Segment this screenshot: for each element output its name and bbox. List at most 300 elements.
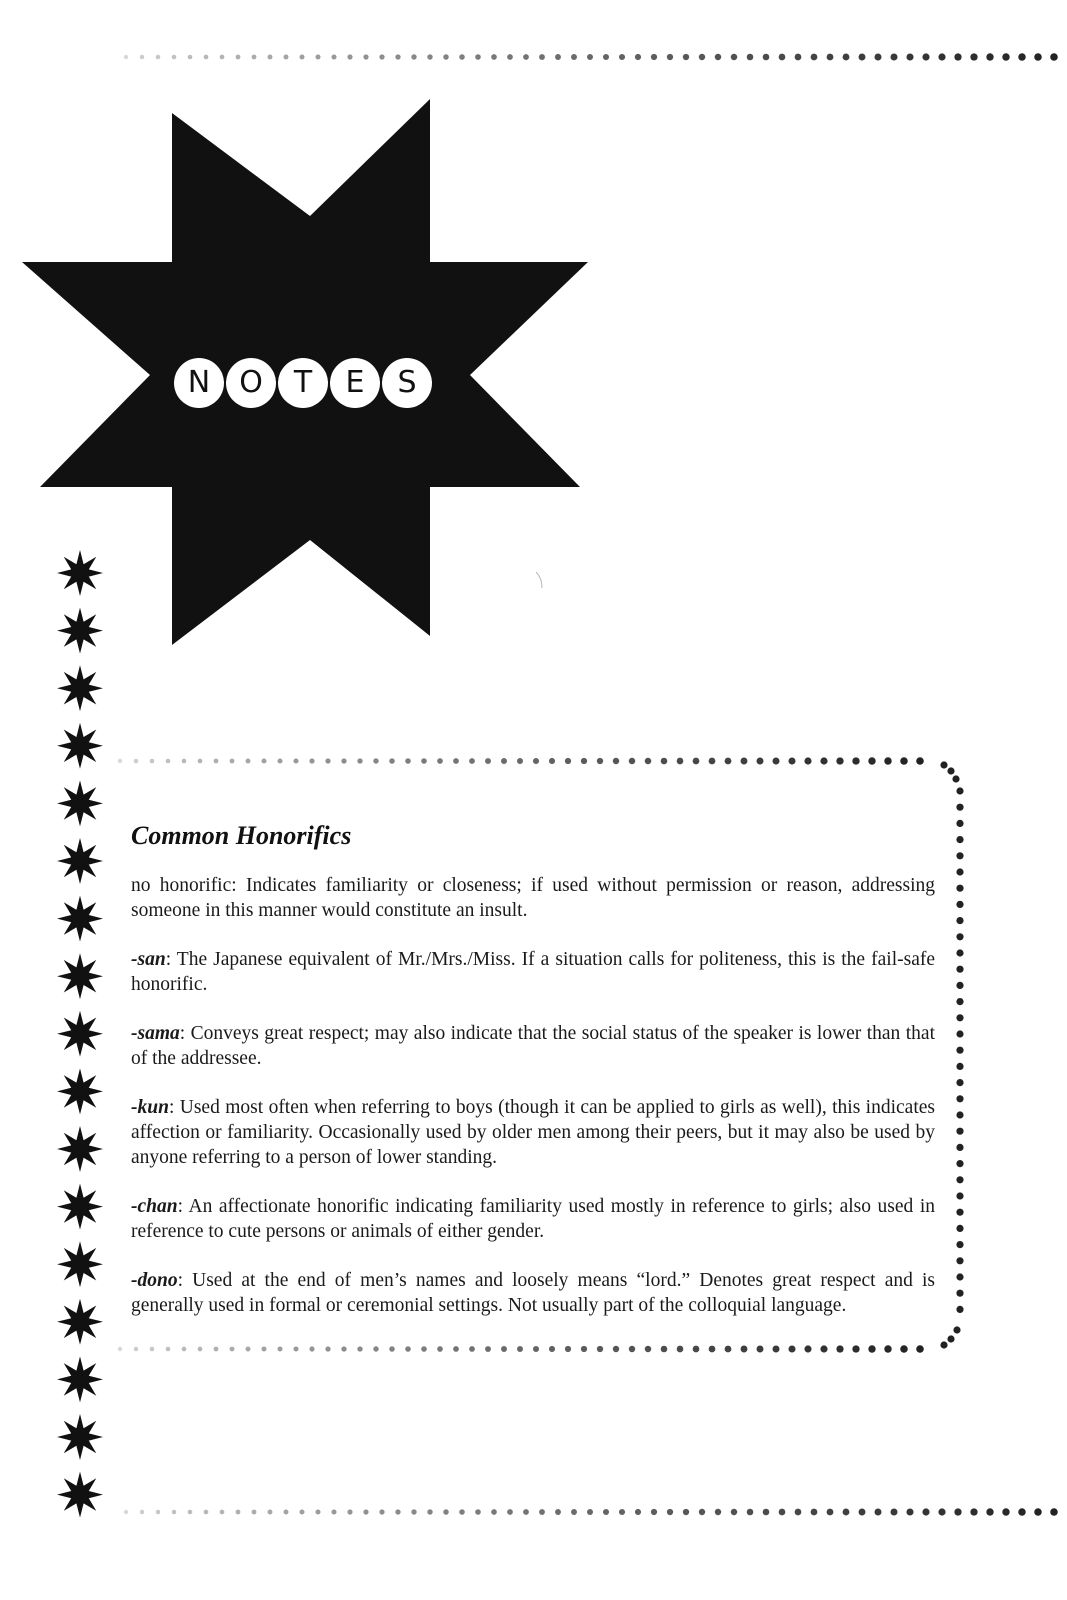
dot bbox=[956, 1241, 963, 1248]
dot bbox=[1018, 53, 1025, 60]
dot bbox=[804, 757, 811, 764]
dot bbox=[252, 55, 257, 60]
notes-letter-s: S bbox=[382, 358, 432, 408]
dot bbox=[859, 1509, 866, 1516]
dot bbox=[459, 1509, 465, 1515]
honorific-term: -sama bbox=[131, 1023, 180, 1044]
dot bbox=[956, 787, 963, 794]
dot bbox=[549, 758, 555, 764]
dot bbox=[246, 1347, 251, 1352]
dot bbox=[246, 759, 251, 764]
dot bbox=[347, 1509, 352, 1514]
dot bbox=[379, 1509, 384, 1514]
dot bbox=[411, 1509, 416, 1514]
dot bbox=[262, 759, 267, 764]
dot bbox=[277, 758, 282, 763]
dot bbox=[779, 54, 786, 61]
dot bbox=[906, 1508, 913, 1515]
dot bbox=[795, 1509, 802, 1516]
dot bbox=[956, 1047, 963, 1054]
dot bbox=[427, 54, 432, 59]
dot bbox=[875, 54, 882, 61]
dot bbox=[341, 1346, 346, 1351]
dot bbox=[507, 54, 513, 60]
dot bbox=[501, 1346, 507, 1352]
honorific-description: no honorific: Indicates familiarity or closeness; if used without permission or reason, addressing someone in this manner would constitute an insult. bbox=[131, 875, 935, 921]
dot bbox=[811, 1509, 818, 1516]
dot bbox=[956, 804, 963, 811]
dot bbox=[230, 759, 235, 764]
dot bbox=[677, 1346, 684, 1353]
dot bbox=[453, 1346, 459, 1352]
dot bbox=[443, 1509, 449, 1515]
section-heading: Common Honorifics bbox=[131, 821, 352, 850]
dot bbox=[389, 758, 394, 763]
dot bbox=[986, 1508, 993, 1515]
dot bbox=[491, 1509, 497, 1515]
small-star-icon bbox=[57, 1126, 103, 1172]
dot bbox=[1050, 1508, 1058, 1516]
dot bbox=[315, 1509, 320, 1514]
honorific-entry-dono bbox=[131, 1268, 935, 1318]
paper-speck-icon bbox=[536, 572, 542, 588]
dot bbox=[956, 885, 963, 892]
dot bbox=[411, 54, 416, 59]
dot bbox=[875, 1509, 882, 1516]
honorific-description: : Conveys great respect; may also indicate that the social status of the speaker is lower than that of the addressee. bbox=[131, 1023, 935, 1069]
dot bbox=[890, 53, 897, 60]
dot bbox=[603, 1509, 609, 1515]
dot bbox=[198, 759, 203, 764]
dot bbox=[852, 1345, 859, 1352]
dot bbox=[970, 1508, 977, 1515]
dot bbox=[836, 1345, 843, 1352]
dot bbox=[635, 1509, 641, 1515]
top-dotted-rule bbox=[124, 53, 1058, 61]
dot bbox=[900, 1345, 908, 1353]
dot bbox=[533, 758, 539, 764]
honorific-description: : The Japanese equivalent of Mr./Mrs./Miss. If a situation calls for politeness, this is the fail-safe honorific. bbox=[131, 949, 935, 995]
dot bbox=[725, 758, 732, 765]
dot bbox=[763, 54, 770, 61]
small-star-icon bbox=[57, 723, 103, 769]
dot bbox=[166, 1347, 171, 1352]
dot bbox=[741, 1346, 748, 1353]
dot bbox=[956, 1030, 963, 1037]
dot bbox=[651, 1509, 657, 1515]
dot bbox=[469, 758, 475, 764]
dot bbox=[956, 820, 963, 827]
dot bbox=[501, 758, 507, 764]
dot bbox=[517, 758, 523, 764]
dot bbox=[555, 54, 561, 60]
dot bbox=[651, 54, 657, 60]
dot bbox=[645, 1346, 652, 1353]
dot bbox=[363, 1509, 368, 1514]
dot bbox=[788, 757, 795, 764]
dot bbox=[947, 767, 954, 774]
dot bbox=[204, 55, 209, 60]
dot bbox=[581, 758, 587, 764]
dot bbox=[953, 1326, 960, 1333]
dot bbox=[485, 1346, 491, 1352]
honorific-entry-chan bbox=[131, 1194, 935, 1244]
dot bbox=[772, 1345, 779, 1352]
dot bbox=[820, 757, 827, 764]
dot bbox=[868, 757, 875, 764]
dot bbox=[940, 761, 947, 768]
small-star-icon bbox=[57, 1356, 103, 1402]
dot bbox=[268, 1510, 273, 1515]
dot bbox=[843, 1509, 850, 1516]
dot bbox=[309, 758, 314, 763]
dot bbox=[156, 55, 161, 60]
dot bbox=[956, 1160, 963, 1167]
small-star-icon bbox=[57, 838, 103, 884]
dot bbox=[475, 54, 481, 60]
dot bbox=[587, 54, 593, 60]
honorifics-section bbox=[131, 819, 935, 1342]
dot bbox=[437, 758, 443, 764]
dot bbox=[188, 1510, 193, 1515]
dot bbox=[379, 54, 384, 59]
dot bbox=[118, 1347, 122, 1351]
dot bbox=[779, 1509, 786, 1516]
dot bbox=[715, 54, 721, 60]
small-star-icon bbox=[57, 780, 103, 826]
dot bbox=[906, 53, 913, 60]
dot bbox=[565, 1346, 571, 1352]
honorific-term: -kun bbox=[131, 1097, 169, 1118]
dot bbox=[188, 55, 193, 60]
dot bbox=[140, 1510, 144, 1514]
dot bbox=[230, 1347, 235, 1352]
dot bbox=[150, 1347, 155, 1352]
dot bbox=[956, 982, 963, 989]
dot bbox=[938, 53, 945, 60]
dot bbox=[198, 1347, 203, 1352]
dot bbox=[1034, 53, 1042, 61]
dot bbox=[956, 1225, 963, 1232]
dot bbox=[331, 1509, 336, 1514]
dot bbox=[134, 1347, 138, 1351]
honorific-entry-none bbox=[131, 873, 935, 923]
dot bbox=[757, 758, 764, 765]
dot bbox=[645, 758, 652, 765]
small-star-icon bbox=[57, 953, 103, 999]
dot bbox=[331, 54, 336, 59]
dot bbox=[820, 1345, 827, 1352]
dot bbox=[395, 1509, 400, 1514]
dot bbox=[763, 1509, 770, 1516]
dot bbox=[571, 54, 577, 60]
dot bbox=[214, 759, 219, 764]
dot bbox=[565, 758, 571, 764]
dot bbox=[555, 1509, 561, 1515]
notes-letter-o: O bbox=[226, 358, 276, 408]
dot bbox=[421, 1346, 427, 1352]
dot bbox=[725, 1346, 732, 1353]
dot bbox=[597, 1346, 603, 1352]
dot bbox=[293, 758, 298, 763]
dot bbox=[956, 966, 963, 973]
dot bbox=[459, 54, 465, 60]
small-star-icon bbox=[57, 665, 103, 711]
honorific-term: -chan bbox=[131, 1196, 178, 1217]
dot bbox=[954, 53, 961, 60]
dot bbox=[677, 758, 684, 765]
dot bbox=[124, 55, 128, 59]
dot bbox=[890, 1508, 897, 1515]
dot bbox=[523, 54, 529, 60]
dot bbox=[182, 1347, 187, 1352]
dot bbox=[1002, 53, 1009, 60]
dot bbox=[357, 1346, 362, 1351]
small-star-icon bbox=[57, 1011, 103, 1057]
dot bbox=[507, 1509, 513, 1515]
honorific-description: : An affectionate honorific indicating familiarity used mostly in reference to girls; also used in reference to cute persons or animals of either gender. bbox=[131, 1196, 935, 1242]
dot bbox=[788, 1345, 795, 1352]
small-star-icon bbox=[57, 1241, 103, 1287]
dot bbox=[517, 1346, 523, 1352]
honorific-entry-san bbox=[131, 947, 935, 997]
dot bbox=[421, 758, 427, 764]
dot bbox=[731, 54, 737, 60]
dot bbox=[956, 1306, 963, 1313]
dot bbox=[315, 54, 320, 59]
small-star-icon bbox=[57, 608, 103, 654]
dot bbox=[277, 1346, 282, 1351]
dot bbox=[533, 1346, 539, 1352]
notes-title bbox=[174, 358, 432, 408]
dot bbox=[956, 1257, 963, 1264]
dot bbox=[373, 758, 378, 763]
dot bbox=[956, 836, 963, 843]
dot bbox=[619, 1509, 625, 1515]
dot bbox=[118, 759, 122, 763]
notes-letter-t: T bbox=[278, 358, 328, 408]
dot bbox=[485, 758, 491, 764]
dot bbox=[947, 1335, 954, 1342]
dot bbox=[357, 758, 362, 763]
dot bbox=[539, 54, 545, 60]
dot bbox=[469, 1346, 475, 1352]
dot bbox=[922, 1508, 929, 1515]
dot bbox=[661, 1346, 668, 1353]
small-star-icon bbox=[57, 1184, 103, 1230]
dot bbox=[236, 1510, 241, 1515]
dot bbox=[683, 1509, 689, 1515]
dot bbox=[667, 54, 673, 60]
dot bbox=[236, 55, 241, 60]
dot bbox=[956, 1192, 963, 1199]
dot bbox=[709, 758, 716, 765]
dot bbox=[827, 1509, 834, 1516]
dot bbox=[868, 1345, 875, 1352]
dot bbox=[693, 1346, 700, 1353]
dot bbox=[427, 1509, 432, 1514]
dot bbox=[804, 1345, 811, 1352]
dot bbox=[389, 1346, 394, 1351]
dot bbox=[1050, 53, 1058, 61]
dot bbox=[363, 54, 368, 59]
small-star-icon bbox=[57, 1299, 103, 1345]
dot bbox=[956, 1290, 963, 1297]
dot bbox=[757, 1346, 764, 1353]
dot bbox=[859, 54, 866, 61]
dot bbox=[836, 757, 843, 764]
dot bbox=[124, 1510, 128, 1514]
dot bbox=[220, 1510, 225, 1515]
dot bbox=[613, 758, 619, 764]
dot bbox=[715, 1509, 721, 1515]
dot bbox=[795, 54, 802, 61]
dot bbox=[475, 1509, 481, 1515]
side-star-column bbox=[57, 550, 103, 1518]
dot bbox=[299, 54, 304, 59]
dot bbox=[952, 775, 959, 782]
honorific-description: : Used most often when referring to boys (though it can be applied to girls as well), this indicates affection or familiarity. Occasionally used by older men among their peers, but it may also be used by anyone referring to a person of lower standing. bbox=[131, 1097, 935, 1168]
dot bbox=[325, 758, 330, 763]
dot bbox=[747, 54, 754, 61]
dot bbox=[395, 54, 400, 59]
dot bbox=[405, 1346, 411, 1352]
dot bbox=[956, 1144, 963, 1151]
bottom-dotted-rule bbox=[124, 1508, 1058, 1516]
dot bbox=[284, 1510, 289, 1515]
dot bbox=[956, 868, 963, 875]
dot bbox=[667, 1509, 673, 1515]
dot bbox=[956, 901, 963, 908]
dot bbox=[150, 759, 155, 764]
dot bbox=[523, 1509, 529, 1515]
small-star-icon bbox=[57, 896, 103, 942]
dot bbox=[884, 1345, 891, 1352]
dot bbox=[134, 759, 138, 763]
dot bbox=[956, 1128, 963, 1135]
dot bbox=[811, 54, 818, 61]
dot bbox=[956, 852, 963, 859]
dot bbox=[629, 1346, 635, 1352]
dot bbox=[619, 54, 625, 60]
dot bbox=[699, 54, 705, 60]
dot bbox=[1002, 1508, 1009, 1515]
dot bbox=[956, 1111, 963, 1118]
dot bbox=[437, 1346, 443, 1352]
dot bbox=[491, 54, 497, 60]
dot bbox=[1034, 1508, 1042, 1516]
dot bbox=[852, 757, 859, 764]
honorific-description: : Used at the end of men’s names and loosely means “lord.” Denotes great respect and is generally used in formal or ceremonial settings. Not usually part of the colloquial language. bbox=[131, 1270, 935, 1316]
dot bbox=[293, 1346, 298, 1351]
dot bbox=[683, 54, 689, 60]
dot bbox=[884, 757, 891, 764]
honorific-term: -dono bbox=[131, 1270, 178, 1291]
dot bbox=[603, 54, 609, 60]
dot bbox=[956, 1176, 963, 1183]
small-star-icon bbox=[57, 1068, 103, 1114]
dot bbox=[956, 949, 963, 956]
dot bbox=[956, 1014, 963, 1021]
dot bbox=[140, 55, 144, 59]
dot bbox=[635, 54, 641, 60]
dot bbox=[539, 1509, 545, 1515]
dot bbox=[747, 1509, 754, 1516]
honorific-term: -san bbox=[131, 949, 166, 970]
dot bbox=[1018, 1508, 1025, 1515]
dot bbox=[900, 757, 908, 765]
honorific-entry-kun bbox=[131, 1095, 935, 1170]
dot bbox=[940, 1341, 947, 1348]
dot bbox=[182, 759, 187, 764]
dot bbox=[938, 1508, 945, 1515]
dot bbox=[731, 1509, 737, 1515]
dot bbox=[373, 1346, 378, 1351]
dot bbox=[166, 759, 171, 764]
dot bbox=[571, 1509, 577, 1515]
dot bbox=[956, 998, 963, 1005]
small-star-icon bbox=[57, 1414, 103, 1460]
dot bbox=[156, 1510, 161, 1515]
dot bbox=[172, 55, 177, 60]
dot bbox=[581, 1346, 587, 1352]
dot bbox=[613, 1346, 619, 1352]
dot bbox=[693, 758, 700, 765]
small-star-icon bbox=[57, 550, 103, 596]
dot bbox=[772, 757, 779, 764]
dot bbox=[204, 1510, 209, 1515]
dot bbox=[956, 933, 963, 940]
dot bbox=[453, 758, 459, 764]
notes-letter-e: E bbox=[330, 358, 380, 408]
dot bbox=[916, 757, 924, 765]
dot bbox=[956, 1063, 963, 1070]
dot bbox=[597, 758, 603, 764]
dot bbox=[661, 758, 668, 765]
dot bbox=[347, 54, 352, 59]
dot bbox=[341, 758, 346, 763]
dot bbox=[172, 1510, 177, 1515]
dot bbox=[970, 53, 977, 60]
dot bbox=[299, 1509, 304, 1514]
dot bbox=[843, 54, 850, 61]
honorific-entry-sama bbox=[131, 1021, 935, 1071]
dot bbox=[954, 1508, 961, 1515]
dot bbox=[587, 1509, 593, 1515]
dot bbox=[629, 758, 635, 764]
dot bbox=[268, 55, 273, 60]
dot bbox=[549, 1346, 555, 1352]
dot bbox=[956, 1095, 963, 1102]
dot bbox=[956, 1079, 963, 1086]
dot bbox=[956, 1273, 963, 1280]
dot bbox=[916, 1345, 924, 1353]
dot bbox=[956, 1209, 963, 1216]
dot bbox=[922, 53, 929, 60]
dot bbox=[262, 1347, 267, 1352]
dot bbox=[709, 1346, 716, 1353]
dot bbox=[284, 55, 289, 60]
dot bbox=[252, 1510, 257, 1515]
dot bbox=[956, 917, 963, 924]
dot bbox=[214, 1347, 219, 1352]
dot bbox=[220, 55, 225, 60]
dot bbox=[827, 54, 834, 61]
dot bbox=[986, 53, 993, 60]
dot bbox=[741, 758, 748, 765]
dot bbox=[443, 54, 449, 60]
notes-letter-n: N bbox=[174, 358, 224, 408]
